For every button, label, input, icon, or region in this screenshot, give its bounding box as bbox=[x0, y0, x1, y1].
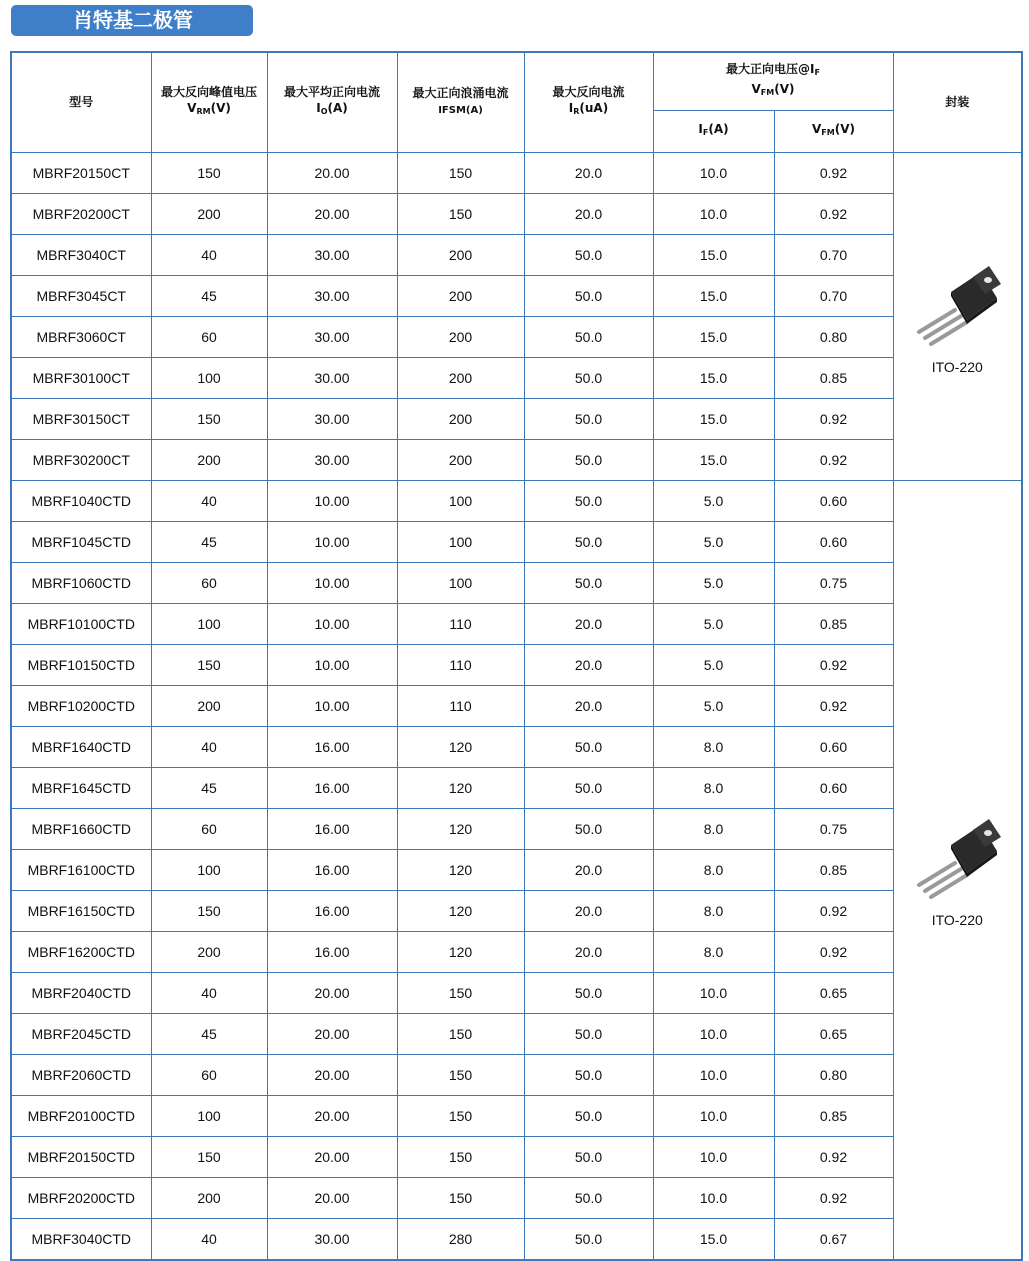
vfm-cell: 0.85 bbox=[774, 1095, 893, 1136]
model-cell: MBRF30150CT bbox=[11, 398, 151, 439]
ifsm-cell: 120 bbox=[397, 931, 524, 972]
if-cell: 15.0 bbox=[653, 439, 774, 480]
model-cell: MBRF20150CTD bbox=[11, 1136, 151, 1177]
vfm-cell: 0.92 bbox=[774, 931, 893, 972]
header-vfm-sub: FM bbox=[821, 128, 835, 137]
table-row bbox=[11, 685, 1022, 726]
ir-cell: 50.0 bbox=[524, 1136, 653, 1177]
header-if bbox=[653, 110, 774, 152]
table-row bbox=[11, 316, 1022, 357]
if-cell: 5.0 bbox=[653, 685, 774, 726]
model-cell: MBRF2045CTD bbox=[11, 1013, 151, 1054]
vfm-cell: 0.60 bbox=[774, 521, 893, 562]
vrm-cell: 200 bbox=[151, 685, 267, 726]
io-cell: 16.00 bbox=[267, 931, 397, 972]
header-if-sub: F bbox=[702, 128, 709, 137]
table-row bbox=[11, 234, 1022, 275]
vrm-cell: 200 bbox=[151, 1177, 267, 1218]
if-cell: 15.0 bbox=[653, 357, 774, 398]
ir-cell: 50.0 bbox=[524, 316, 653, 357]
model-cell: MBRF1660CTD bbox=[11, 808, 151, 849]
vfm-cell: 0.92 bbox=[774, 644, 893, 685]
header-vfm-unit: (V) bbox=[834, 122, 855, 136]
io-cell: 16.00 bbox=[267, 808, 397, 849]
ir-cell: 50.0 bbox=[524, 1095, 653, 1136]
package-name: ITO-220 bbox=[931, 358, 983, 375]
io-cell: 30.00 bbox=[267, 316, 397, 357]
model-cell: MBRF3040CT bbox=[11, 234, 151, 275]
vrm-cell: 45 bbox=[151, 275, 267, 316]
ir-cell: 50.0 bbox=[524, 808, 653, 849]
vrm-cell: 200 bbox=[151, 193, 267, 234]
vrm-cell: 45 bbox=[151, 1013, 267, 1054]
if-cell: 5.0 bbox=[653, 480, 774, 521]
table-row bbox=[11, 1095, 1022, 1136]
ifsm-cell: 150 bbox=[397, 1054, 524, 1095]
if-cell: 10.0 bbox=[653, 1177, 774, 1218]
table-row bbox=[11, 1218, 1022, 1260]
header-ir bbox=[524, 52, 653, 152]
table-row bbox=[11, 152, 1022, 193]
header-io-unit: (A) bbox=[327, 101, 348, 116]
section-title: 肖特基二极管 bbox=[11, 5, 253, 36]
ifsm-cell: 120 bbox=[397, 808, 524, 849]
vrm-cell: 150 bbox=[151, 398, 267, 439]
model-cell: MBRF1645CTD bbox=[11, 767, 151, 808]
ir-cell: 50.0 bbox=[524, 1177, 653, 1218]
table-row bbox=[11, 439, 1022, 480]
ir-cell: 50.0 bbox=[524, 275, 653, 316]
model-cell: MBRF2060CTD bbox=[11, 1054, 151, 1095]
header-vf-unit: (V) bbox=[774, 82, 795, 97]
ifsm-cell: 100 bbox=[397, 480, 524, 521]
io-cell: 30.00 bbox=[267, 439, 397, 480]
vfm-cell: 0.92 bbox=[774, 1136, 893, 1177]
vfm-cell: 0.75 bbox=[774, 562, 893, 603]
if-cell: 5.0 bbox=[653, 644, 774, 685]
table-row bbox=[11, 398, 1022, 439]
vrm-cell: 40 bbox=[151, 234, 267, 275]
header-if-symbol: I bbox=[698, 122, 703, 136]
table-row bbox=[11, 357, 1022, 398]
header-vrm-symbol: V bbox=[187, 101, 197, 116]
ir-cell: 20.0 bbox=[524, 685, 653, 726]
io-cell: 30.00 bbox=[267, 1218, 397, 1260]
vrm-cell: 40 bbox=[151, 726, 267, 767]
io-cell: 20.00 bbox=[267, 1013, 397, 1054]
ifsm-cell: 110 bbox=[397, 685, 524, 726]
model-cell: MBRF3060CT bbox=[11, 316, 151, 357]
table-row bbox=[11, 644, 1022, 685]
io-cell: 20.00 bbox=[267, 193, 397, 234]
header-if-unit: (A) bbox=[708, 122, 729, 136]
vfm-cell: 0.85 bbox=[774, 849, 893, 890]
vfm-cell: 0.60 bbox=[774, 767, 893, 808]
vfm-cell: 0.80 bbox=[774, 316, 893, 357]
ir-cell: 50.0 bbox=[524, 1013, 653, 1054]
vrm-cell: 100 bbox=[151, 849, 267, 890]
ir-cell: 50.0 bbox=[524, 398, 653, 439]
model-cell: MBRF20100CTD bbox=[11, 1095, 151, 1136]
vrm-cell: 40 bbox=[151, 972, 267, 1013]
ir-cell: 50.0 bbox=[524, 480, 653, 521]
io-cell: 10.00 bbox=[267, 603, 397, 644]
vrm-cell: 40 bbox=[151, 480, 267, 521]
model-cell: MBRF16150CTD bbox=[11, 890, 151, 931]
io-cell: 16.00 bbox=[267, 890, 397, 931]
ifsm-cell: 120 bbox=[397, 849, 524, 890]
io-cell: 16.00 bbox=[267, 767, 397, 808]
header-vf-label-sub: F bbox=[814, 68, 820, 78]
ifsm-cell: 200 bbox=[397, 316, 524, 357]
header-vrm-unit: (V) bbox=[210, 101, 231, 116]
vfm-cell: 0.85 bbox=[774, 603, 893, 644]
ifsm-cell: 120 bbox=[397, 726, 524, 767]
io-cell: 10.00 bbox=[267, 521, 397, 562]
vfm-cell: 0.70 bbox=[774, 275, 893, 316]
model-cell: MBRF20150CT bbox=[11, 152, 151, 193]
vrm-cell: 60 bbox=[151, 316, 267, 357]
table-row bbox=[11, 193, 1022, 234]
vrm-cell: 150 bbox=[151, 152, 267, 193]
vrm-cell: 100 bbox=[151, 357, 267, 398]
vfm-cell: 0.92 bbox=[774, 685, 893, 726]
vrm-cell: 100 bbox=[151, 603, 267, 644]
header-vf-label: 最大正向电压@I bbox=[726, 62, 815, 77]
ifsm-cell: 200 bbox=[397, 398, 524, 439]
ir-cell: 50.0 bbox=[524, 562, 653, 603]
ifsm-cell: 150 bbox=[397, 1136, 524, 1177]
header-ir-symbol: I bbox=[568, 101, 574, 116]
model-cell: MBRF20200CT bbox=[11, 193, 151, 234]
vfm-cell: 0.75 bbox=[774, 808, 893, 849]
if-cell: 10.0 bbox=[653, 972, 774, 1013]
vfm-cell: 0.67 bbox=[774, 1218, 893, 1260]
vrm-cell: 60 bbox=[151, 808, 267, 849]
table-row bbox=[11, 931, 1022, 972]
if-cell: 5.0 bbox=[653, 562, 774, 603]
header-vrm-sub: RM bbox=[196, 107, 211, 117]
model-cell: MBRF30100CT bbox=[11, 357, 151, 398]
model-cell: MBRF10200CTD bbox=[11, 685, 151, 726]
vrm-cell: 150 bbox=[151, 890, 267, 931]
ir-cell: 20.0 bbox=[524, 931, 653, 972]
model-cell: MBRF10150CTD bbox=[11, 644, 151, 685]
ir-cell: 50.0 bbox=[524, 357, 653, 398]
vfm-cell: 0.92 bbox=[774, 890, 893, 931]
vrm-cell: 200 bbox=[151, 439, 267, 480]
vfm-cell: 0.92 bbox=[774, 193, 893, 234]
ir-cell: 20.0 bbox=[524, 603, 653, 644]
if-cell: 10.0 bbox=[653, 1054, 774, 1095]
ir-cell: 20.0 bbox=[524, 193, 653, 234]
ifsm-cell: 110 bbox=[397, 644, 524, 685]
model-cell: MBRF16100CTD bbox=[11, 849, 151, 890]
vfm-cell: 0.92 bbox=[774, 152, 893, 193]
header-ifsm bbox=[397, 52, 524, 152]
table-row bbox=[11, 808, 1022, 849]
package-cell bbox=[893, 480, 1022, 1260]
header-package: 封装 bbox=[893, 52, 1022, 152]
if-cell: 10.0 bbox=[653, 1136, 774, 1177]
vfm-cell: 0.60 bbox=[774, 480, 893, 521]
table-row bbox=[11, 603, 1022, 644]
if-cell: 8.0 bbox=[653, 726, 774, 767]
io-cell: 10.00 bbox=[267, 480, 397, 521]
io-cell: 30.00 bbox=[267, 398, 397, 439]
ifsm-cell: 150 bbox=[397, 1013, 524, 1054]
vrm-cell: 200 bbox=[151, 931, 267, 972]
schottky-diode-spec-table bbox=[10, 51, 1023, 1261]
vfm-cell: 0.85 bbox=[774, 357, 893, 398]
ifsm-cell: 150 bbox=[397, 972, 524, 1013]
ifsm-cell: 200 bbox=[397, 275, 524, 316]
if-cell: 15.0 bbox=[653, 316, 774, 357]
model-cell: MBRF20200CTD bbox=[11, 1177, 151, 1218]
header-ifsm-label: 最大正向浪涌电流 bbox=[412, 86, 509, 101]
model-cell: MBRF1040CTD bbox=[11, 480, 151, 521]
header-io-sub: O bbox=[320, 107, 328, 117]
ifsm-cell: 200 bbox=[397, 439, 524, 480]
ir-cell: 50.0 bbox=[524, 1054, 653, 1095]
table-row bbox=[11, 726, 1022, 767]
ir-cell: 20.0 bbox=[524, 849, 653, 890]
vfm-cell: 0.60 bbox=[774, 726, 893, 767]
model-cell: MBRF3045CT bbox=[11, 275, 151, 316]
table-row bbox=[11, 562, 1022, 603]
if-cell: 5.0 bbox=[653, 603, 774, 644]
vrm-cell: 40 bbox=[151, 1218, 267, 1260]
header-vrm-label: 最大反向峰值电压 bbox=[160, 85, 257, 100]
ir-cell: 50.0 bbox=[524, 726, 653, 767]
ifsm-cell: 120 bbox=[397, 767, 524, 808]
model-cell: MBRF1060CTD bbox=[11, 562, 151, 603]
header-ir-label: 最大反向电流 bbox=[552, 85, 625, 100]
ir-cell: 50.0 bbox=[524, 767, 653, 808]
ir-cell: 50.0 bbox=[524, 521, 653, 562]
table-row bbox=[11, 1013, 1022, 1054]
vfm-cell: 0.70 bbox=[774, 234, 893, 275]
if-cell: 15.0 bbox=[653, 398, 774, 439]
if-cell: 10.0 bbox=[653, 1013, 774, 1054]
ifsm-cell: 200 bbox=[397, 357, 524, 398]
header-vfm bbox=[774, 110, 893, 152]
if-cell: 15.0 bbox=[653, 275, 774, 316]
io-cell: 20.00 bbox=[267, 1054, 397, 1095]
vrm-cell: 60 bbox=[151, 562, 267, 603]
header-model: 型号 bbox=[11, 52, 151, 152]
ifsm-cell: 150 bbox=[397, 152, 524, 193]
ir-cell: 20.0 bbox=[524, 644, 653, 685]
ifsm-cell: 110 bbox=[397, 603, 524, 644]
vfm-cell: 0.92 bbox=[774, 439, 893, 480]
model-cell: MBRF3040CTD bbox=[11, 1218, 151, 1260]
ifsm-cell: 100 bbox=[397, 521, 524, 562]
table-row bbox=[11, 275, 1022, 316]
ir-cell: 20.0 bbox=[524, 890, 653, 931]
package-cell bbox=[893, 152, 1022, 480]
ito-220-package-icon bbox=[894, 258, 1022, 353]
io-cell: 16.00 bbox=[267, 849, 397, 890]
io-cell: 30.00 bbox=[267, 275, 397, 316]
ifsm-cell: 120 bbox=[397, 890, 524, 931]
if-cell: 8.0 bbox=[653, 890, 774, 931]
io-cell: 30.00 bbox=[267, 357, 397, 398]
package-name: ITO-220 bbox=[931, 912, 983, 928]
ir-cell: 50.0 bbox=[524, 439, 653, 480]
header-io-symbol: I bbox=[316, 101, 321, 116]
table-row bbox=[11, 480, 1022, 521]
header-vrm bbox=[151, 52, 267, 152]
table-row bbox=[11, 1177, 1022, 1218]
if-cell: 8.0 bbox=[653, 808, 774, 849]
header-ifsm-unit: IFSM(A) bbox=[438, 105, 483, 117]
io-cell: 30.00 bbox=[267, 234, 397, 275]
ifsm-cell: 200 bbox=[397, 234, 524, 275]
if-cell: 15.0 bbox=[653, 234, 774, 275]
ifsm-cell: 100 bbox=[397, 562, 524, 603]
table-row bbox=[11, 1054, 1022, 1095]
vrm-cell: 100 bbox=[151, 1095, 267, 1136]
header-io-label: 最大平均正向电流 bbox=[283, 85, 380, 100]
io-cell: 20.00 bbox=[267, 1136, 397, 1177]
io-cell: 16.00 bbox=[267, 726, 397, 767]
ifsm-cell: 150 bbox=[397, 193, 524, 234]
vrm-cell: 150 bbox=[151, 644, 267, 685]
ifsm-cell: 150 bbox=[397, 1095, 524, 1136]
io-cell: 10.00 bbox=[267, 644, 397, 685]
header-ir-unit: (uA) bbox=[579, 101, 609, 116]
ifsm-cell: 150 bbox=[397, 1177, 524, 1218]
header-vf-group bbox=[653, 52, 893, 110]
if-cell: 8.0 bbox=[653, 767, 774, 808]
model-cell: MBRF16200CTD bbox=[11, 931, 151, 972]
io-cell: 20.00 bbox=[267, 972, 397, 1013]
ito-220-package-icon bbox=[894, 811, 1022, 906]
ir-cell: 50.0 bbox=[524, 234, 653, 275]
if-cell: 8.0 bbox=[653, 931, 774, 972]
if-cell: 8.0 bbox=[653, 849, 774, 890]
table-row bbox=[11, 972, 1022, 1013]
vrm-cell: 150 bbox=[151, 1136, 267, 1177]
table-row bbox=[11, 849, 1022, 890]
table-row bbox=[11, 767, 1022, 808]
table-row bbox=[11, 521, 1022, 562]
io-cell: 20.00 bbox=[267, 152, 397, 193]
header-io bbox=[267, 52, 397, 152]
vrm-cell: 45 bbox=[151, 521, 267, 562]
if-cell: 5.0 bbox=[653, 521, 774, 562]
vfm-cell: 0.65 bbox=[774, 972, 893, 1013]
table-row bbox=[11, 890, 1022, 931]
ifsm-cell: 280 bbox=[397, 1218, 524, 1260]
model-cell: MBRF30200CT bbox=[11, 439, 151, 480]
vfm-cell: 0.80 bbox=[774, 1054, 893, 1095]
table-body bbox=[11, 152, 1022, 1260]
io-cell: 20.00 bbox=[267, 1177, 397, 1218]
io-cell: 10.00 bbox=[267, 562, 397, 603]
header-vf-sub: FM bbox=[760, 88, 775, 98]
if-cell: 10.0 bbox=[653, 152, 774, 193]
io-cell: 10.00 bbox=[267, 685, 397, 726]
table-row bbox=[11, 1136, 1022, 1177]
ir-cell: 50.0 bbox=[524, 1218, 653, 1260]
if-cell: 10.0 bbox=[653, 193, 774, 234]
header-vf-symbol: V bbox=[751, 82, 761, 97]
ir-cell: 20.0 bbox=[524, 152, 653, 193]
model-cell: MBRF1045CTD bbox=[11, 521, 151, 562]
if-cell: 15.0 bbox=[653, 1218, 774, 1260]
vrm-cell: 45 bbox=[151, 767, 267, 808]
header-ir-sub: R bbox=[573, 107, 580, 117]
model-cell: MBRF10100CTD bbox=[11, 603, 151, 644]
ir-cell: 50.0 bbox=[524, 972, 653, 1013]
model-cell: MBRF1640CTD bbox=[11, 726, 151, 767]
io-cell: 20.00 bbox=[267, 1095, 397, 1136]
model-cell: MBRF2040CTD bbox=[11, 972, 151, 1013]
vfm-cell: 0.65 bbox=[774, 1013, 893, 1054]
header-vfm-symbol: V bbox=[812, 122, 822, 136]
vfm-cell: 0.92 bbox=[774, 398, 893, 439]
if-cell: 10.0 bbox=[653, 1095, 774, 1136]
vfm-cell: 0.92 bbox=[774, 1177, 893, 1218]
vrm-cell: 60 bbox=[151, 1054, 267, 1095]
